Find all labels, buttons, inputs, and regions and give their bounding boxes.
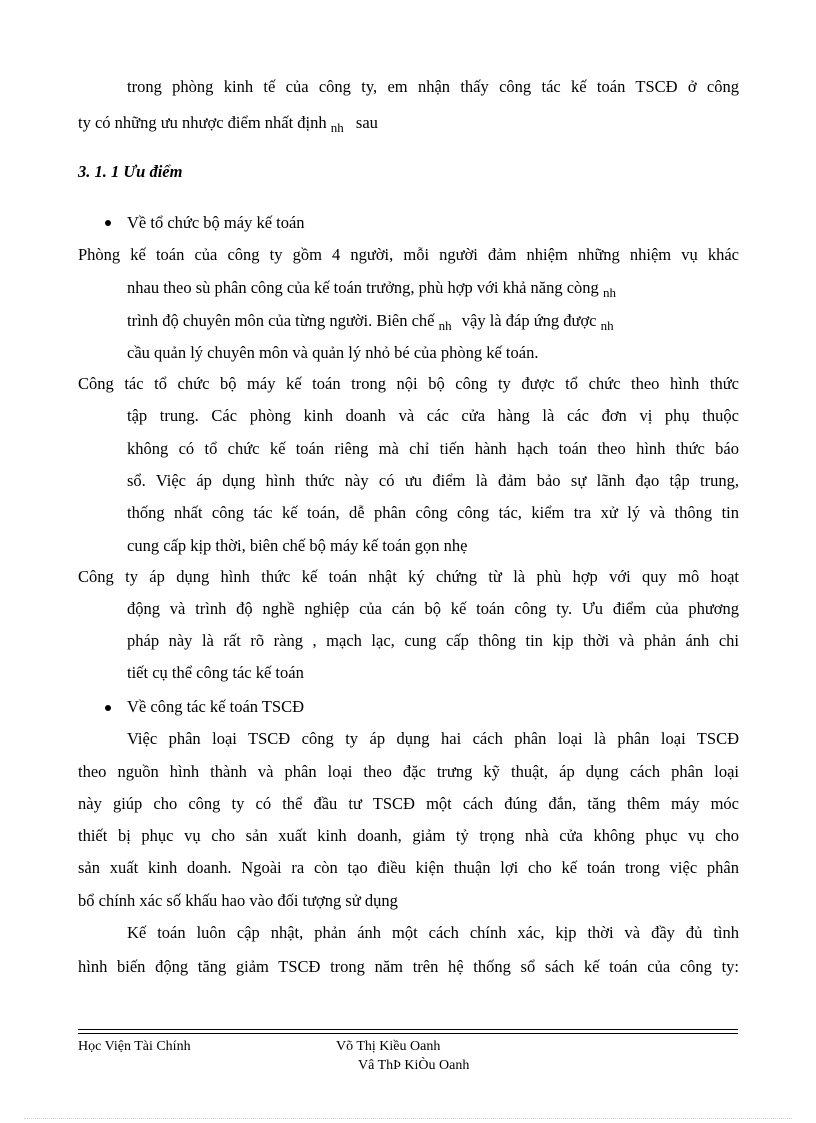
paragraph-line: động và trình độ nghề nghiệp của cán bộ kế toán công ty. Ưu điểm của phương (127, 599, 739, 618)
footer-author-encoded: Vâ ThÞ KiÒu Oanh (358, 1058, 470, 1073)
paragraph-line: theo nguồn hình thành và phân loại theo đặc trưng kỹ thuật, áp dụng cách phân loại (78, 762, 739, 781)
paragraph-line (127, 278, 616, 299)
paragraph-line: Công ty áp dụng hình thức kế toán nhật ký chứng từ là phù hợp với quy mô hoạt (78, 567, 739, 586)
paragraph-line: Phòng kế toán của công ty gồm 4 người, mỗi người đảm nhiệm những nhiệm vụ khác (78, 245, 739, 264)
bullet-item: Về công tác kế toán TSCĐ (127, 697, 305, 716)
footer-rule (78, 1033, 738, 1034)
bullet-item: Về tổ chức bộ máy kế toán (127, 213, 305, 232)
paragraph-line (127, 311, 614, 332)
paragraph-line: trong phòng kinh tế của công ty, em nhận thấy công tác kế toán TSCĐ ở công (127, 77, 739, 96)
paragraph-line: tập trung. Các phòng kinh doanh và các cửa hàng là các đơn vị phụ thuộc (127, 406, 739, 425)
paragraph-text: sau (355, 113, 378, 132)
paragraph-line: cầu quản lý chuyên môn và quản lý nhỏ bé của phòng kế toán. (127, 343, 539, 362)
paragraph-line: bổ chính xác số khấu hao vào đối tượng sử dụng (78, 891, 398, 910)
bullet-icon (105, 220, 111, 226)
paragraph-line: này giúp cho công ty có thể đầu tư TSCĐ một cách đúng đắn, tăng thêm máy móc (78, 794, 739, 813)
footer-author: Võ Thị Kiều Oanh (336, 1039, 441, 1054)
stray-text: nh (330, 120, 344, 135)
page-edge-dotted (24, 1118, 792, 1119)
paragraph-line (78, 113, 378, 134)
paragraph-line: Việc phân loại TSCĐ công ty áp dụng hai cách phân loại là phân loại TSCĐ (127, 729, 739, 748)
footer-school: Học Viện Tài Chính (78, 1039, 191, 1054)
paragraph-text: vậy là đáp ứng được (461, 311, 597, 330)
bullet-icon (105, 705, 111, 711)
paragraph-line: thống nhất công tác kế toán, dễ phân công công tác, kiểm tra xử lý và thông tin (127, 503, 739, 522)
paragraph-line: sổ. Việc áp dụng hình thức này có ưu điểm là đảm bảo sự lãnh đạo tập trung, (127, 471, 739, 490)
paragraph-line: hình biến động tăng giảm TSCĐ trong năm trên hệ thống sổ sách kế toán của công ty: (78, 957, 739, 976)
stray-text: nh (438, 318, 452, 333)
paragraph-line: cung cấp kịp thời, biên chế bộ máy kế toán gọn nhẹ (127, 536, 468, 555)
stray-text: nh (600, 318, 614, 333)
paragraph-line: thiết bị phục vụ cho sản xuất kinh doanh, giảm tỷ trọng nhà cửa không phục vụ cho (78, 826, 739, 845)
paragraph-line: không có tổ chức kế toán riêng mà chỉ tiến hành hạch toán theo hình thức báo (127, 439, 739, 458)
stray-text: nh (602, 285, 616, 300)
footer-rule (78, 1029, 738, 1030)
paragraph-line: tiết cụ thể công tác kế toán (127, 663, 304, 682)
paragraph-line: pháp này là rất rõ ràng , mạch lạc, cung cấp thông tin kịp thời và phản ánh chi (127, 631, 739, 650)
paragraph-text: nhau theo sù phân công của kế toán trưởng, phù hợp với khả năng còng (127, 278, 599, 297)
section-heading: 3. 1. 1 Ưu điểm (78, 162, 183, 181)
paragraph-line: Công tác tổ chức bộ máy kế toán trong nội bộ công ty được tổ chức theo hình thức (78, 374, 739, 393)
paragraph-text: trình độ chuyên môn của từng người. Biên chế (127, 311, 435, 330)
paragraph-line: sản xuất kinh doanh. Ngoài ra còn tạo điều kiện thuận lợi cho kế toán trong việc phân (78, 858, 739, 877)
paragraph-text: ty có những ưu nhược điểm nhất định (78, 113, 327, 132)
paragraph-line: Kế toán luôn cập nhật, phản ánh một cách chính xác, kịp thời và đầy đủ tình (127, 923, 739, 942)
